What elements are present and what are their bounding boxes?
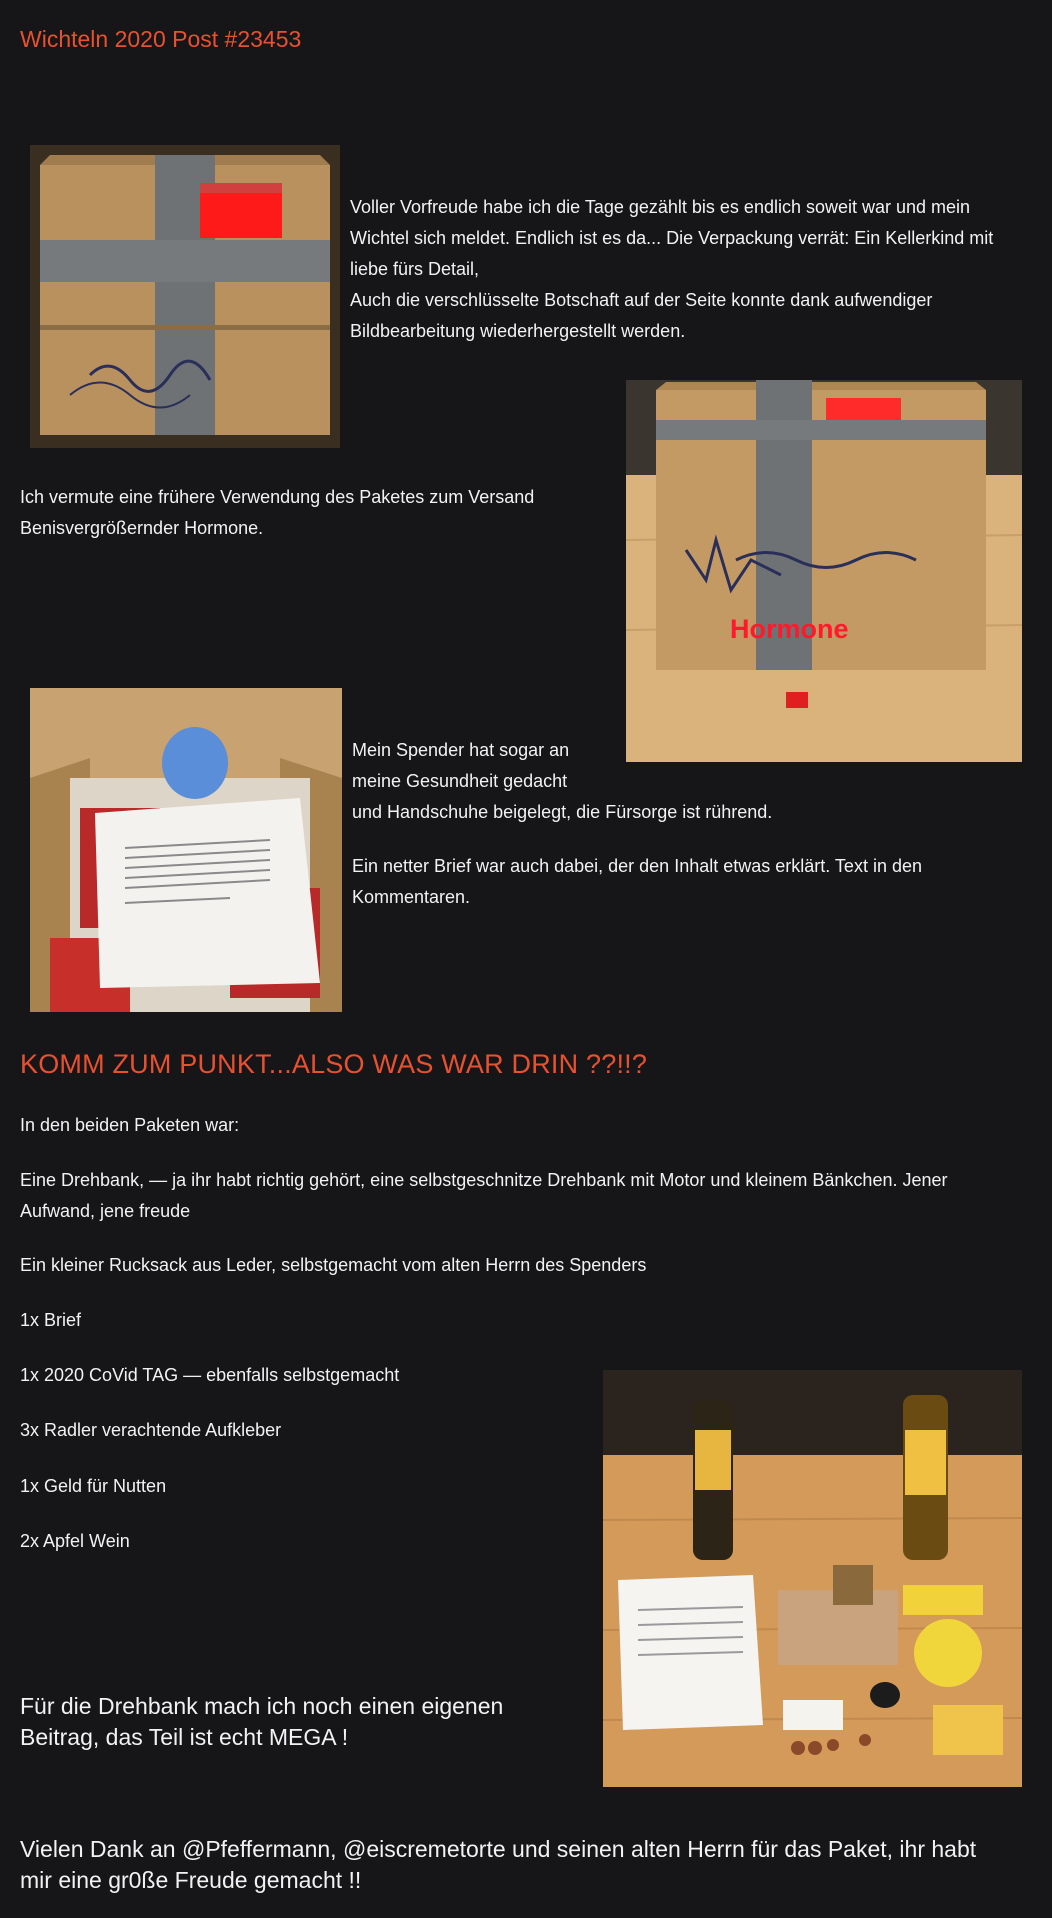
intro-line-2: Wichtel sich meldet. Endlich ist es da... Die Verpackung verrät: Ein Kellerkind mit — [350, 228, 994, 248]
gloves-line-1: Mein Spender hat sogar an — [352, 740, 570, 760]
hormone-overlay-label: Hormone — [730, 614, 849, 644]
contents-photo-image — [603, 1370, 1022, 1787]
section-heading: KOMM ZUM PUNKT...ALSO WAS WAR DRIN ??!!? — [20, 1049, 648, 1079]
item-drehbank-line-2: Aufwand, jene freude — [20, 1201, 191, 1221]
intro-line-3: liebe fürs Detail, — [350, 259, 480, 279]
drehbank-note-line-2: Beitrag, das Teil ist echt MEGA ! — [20, 1724, 349, 1750]
box-photo-top[interactable] — [30, 145, 340, 448]
intro-line-4: Auch die verschlüsselte Botschaft auf der Seite konnte dank aufwendiger — [350, 290, 933, 310]
drehbank-note-line-1: Für die Drehbank mach ich noch einen eigenen — [20, 1693, 504, 1719]
theory-line-1: Ich vermute eine frühere Verwendung des Paketes zum Versand — [20, 487, 535, 507]
contents-photo[interactable] — [603, 1370, 1022, 1787]
item-rucksack: Ein kleiner Rucksack aus Leder, selbstgemacht vom alten Herrn des Spenders — [20, 1255, 647, 1275]
box-photo-open[interactable] — [30, 688, 342, 1012]
box-photo-top-image — [30, 145, 340, 448]
thanks-line-2: mir eine gr0ße Freude gemacht !! — [20, 1867, 362, 1893]
post-title: Wichteln 2020 Post #23453 — [20, 26, 302, 52]
box-photo-open-image — [30, 688, 342, 1012]
letter-line-1: Ein netter Brief war auch dabei, der den Inhalt etwas erklärt. Text in den — [352, 856, 922, 876]
items-intro: In den beiden Paketen war: — [20, 1115, 240, 1135]
item-geld: 1x Geld für Nutten — [20, 1476, 167, 1496]
gloves-line-2: meine Gesundheit gedacht — [352, 771, 568, 791]
intro-line-1: Voller Vorfreude habe ich die Tage gezählt bis es endlich soweit war und mein — [350, 197, 971, 217]
intro-line-5: Bildbearbeitung wiederhergestellt werden. — [350, 321, 686, 341]
item-covid-tag: 1x 2020 CoVid TAG — ebenfalls selbstgemacht — [20, 1365, 400, 1385]
letter-line-2: Kommentaren. — [352, 887, 471, 907]
box-photo-hormone-image — [626, 380, 1022, 762]
item-apfelwein: 2x Apfel Wein — [20, 1531, 130, 1551]
item-brief: 1x Brief — [20, 1310, 82, 1330]
gloves-line-3: und Handschuhe beigelegt, die Fürsorge ist rührend. — [352, 802, 773, 822]
item-aufkleber: 3x Radler verachtende Aufkleber — [20, 1420, 282, 1440]
item-drehbank-line-1: Eine Drehbank, — ja ihr habt richtig gehört, eine selbstgeschnitze Drehbank mit Motor und kleinem Bänkchen. Jener — [20, 1170, 948, 1190]
thanks-line-1: Vielen Dank an @Pfeffermann, @eiscremetorte und seinen alten Herrn für das Paket, ihr habt — [20, 1836, 977, 1862]
theory-line-2: Benisvergrößernder Hormone. — [20, 518, 264, 538]
box-photo-hormone[interactable] — [626, 380, 1022, 762]
